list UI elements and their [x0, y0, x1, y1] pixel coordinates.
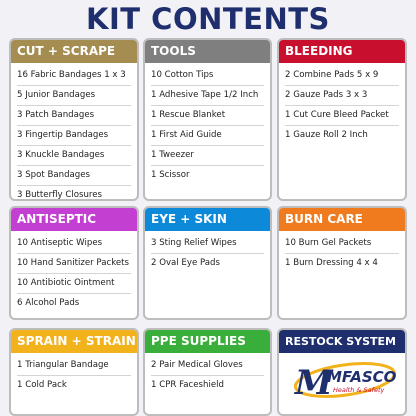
list-item: 1 Rescue Blanket [151, 110, 226, 120]
list-item: 10 Antibiotic Ointment [17, 278, 115, 288]
list-item: 10 Cotton Tips [151, 70, 214, 80]
list-item: 6 Alcohol Pads [17, 298, 80, 308]
card-burn-care [277, 206, 407, 320]
card-header-restock-system: RESTOCK SYSTEM [279, 330, 405, 353]
list-item: 2 Pair Medical Gloves [151, 360, 243, 370]
list-item: 3 Butterfly Closures [17, 190, 103, 200]
list-item: 3 Spot Bandages [17, 170, 91, 180]
card-header-antiseptic: ANTISEPTIC [11, 208, 137, 231]
list-item: 1 Cold Pack [17, 380, 67, 390]
list-item: 2 Combine Pads 5 x 9 [285, 70, 379, 80]
logo-tagline: Health & Safety [333, 386, 385, 394]
list-item: 1 Adhesive Tape 1/2 Inch [151, 90, 259, 100]
items-antiseptic [11, 233, 137, 313]
list-item: 1 Cut Cure Bleed Packet [285, 110, 389, 120]
card-header-sprain-strain: SPRAIN + STRAIN [11, 330, 137, 353]
card-antiseptic [9, 206, 139, 320]
list-item: 3 Patch Bandages [17, 110, 95, 120]
card-eye-skin [143, 206, 272, 320]
list-item: 3 Fingertip Bandages [17, 130, 109, 140]
items-sprain-strain [11, 355, 137, 395]
list-item: 1 Triangular Bandage [17, 360, 109, 370]
card-header-cut-scrape: CUT + SCRAPE [11, 40, 137, 63]
card-bleeding [277, 38, 407, 201]
list-item: 3 Knuckle Bandages [17, 150, 105, 160]
logo-brand: MFASCO [327, 368, 397, 386]
mfasco-logo-icon [291, 360, 397, 408]
card-header-bleeding: BLEEDING [279, 40, 405, 63]
card-sprain-strain [9, 328, 139, 416]
page-title: KIT CONTENTS [86, 2, 330, 36]
list-item: 2 Gauze Pads 3 x 3 [285, 90, 368, 100]
list-item: 1 First Aid Guide [151, 130, 222, 140]
card-header-tools: TOOLS [145, 40, 270, 63]
list-item: 1 Gauze Roll 2 Inch [285, 130, 368, 140]
list-item: 5 Junior Bandages [17, 90, 96, 100]
list-item: 10 Hand Sanitizer Packets [17, 258, 129, 268]
card-header-ppe-supplies: PPE SUPPLIES [145, 330, 270, 353]
items-burn-care [279, 233, 405, 273]
list-item: 1 Scissor [151, 170, 190, 180]
list-item: 3 Sting Relief Wipes [151, 238, 237, 248]
items-ppe-supplies [145, 355, 270, 395]
card-tools [143, 38, 272, 201]
card-cut-scrape [9, 38, 139, 201]
list-item: 1 Tweezer [151, 150, 194, 160]
logo-m-icon: M [295, 363, 333, 403]
list-item: 1 CPR Faceshield [151, 380, 224, 390]
card-header-burn-care: BURN CARE [279, 208, 405, 231]
items-eye-skin [145, 233, 270, 273]
mfasco-logo [291, 360, 397, 412]
list-item: 2 Oval Eye Pads [151, 258, 220, 268]
items-bleeding [279, 65, 405, 145]
list-item: 10 Burn Gel Packets [285, 238, 372, 248]
card-restock-system [277, 328, 407, 416]
list-item: 10 Antiseptic Wipes [17, 238, 103, 248]
items-cut-scrape [11, 65, 137, 201]
list-item: 16 Fabric Bandages 1 x 3 [17, 70, 126, 80]
card-ppe-supplies [143, 328, 272, 416]
list-item: 1 Burn Dressing 4 x 4 [285, 258, 378, 268]
card-header-eye-skin: EYE + SKIN [145, 208, 270, 231]
items-tools [145, 65, 270, 185]
